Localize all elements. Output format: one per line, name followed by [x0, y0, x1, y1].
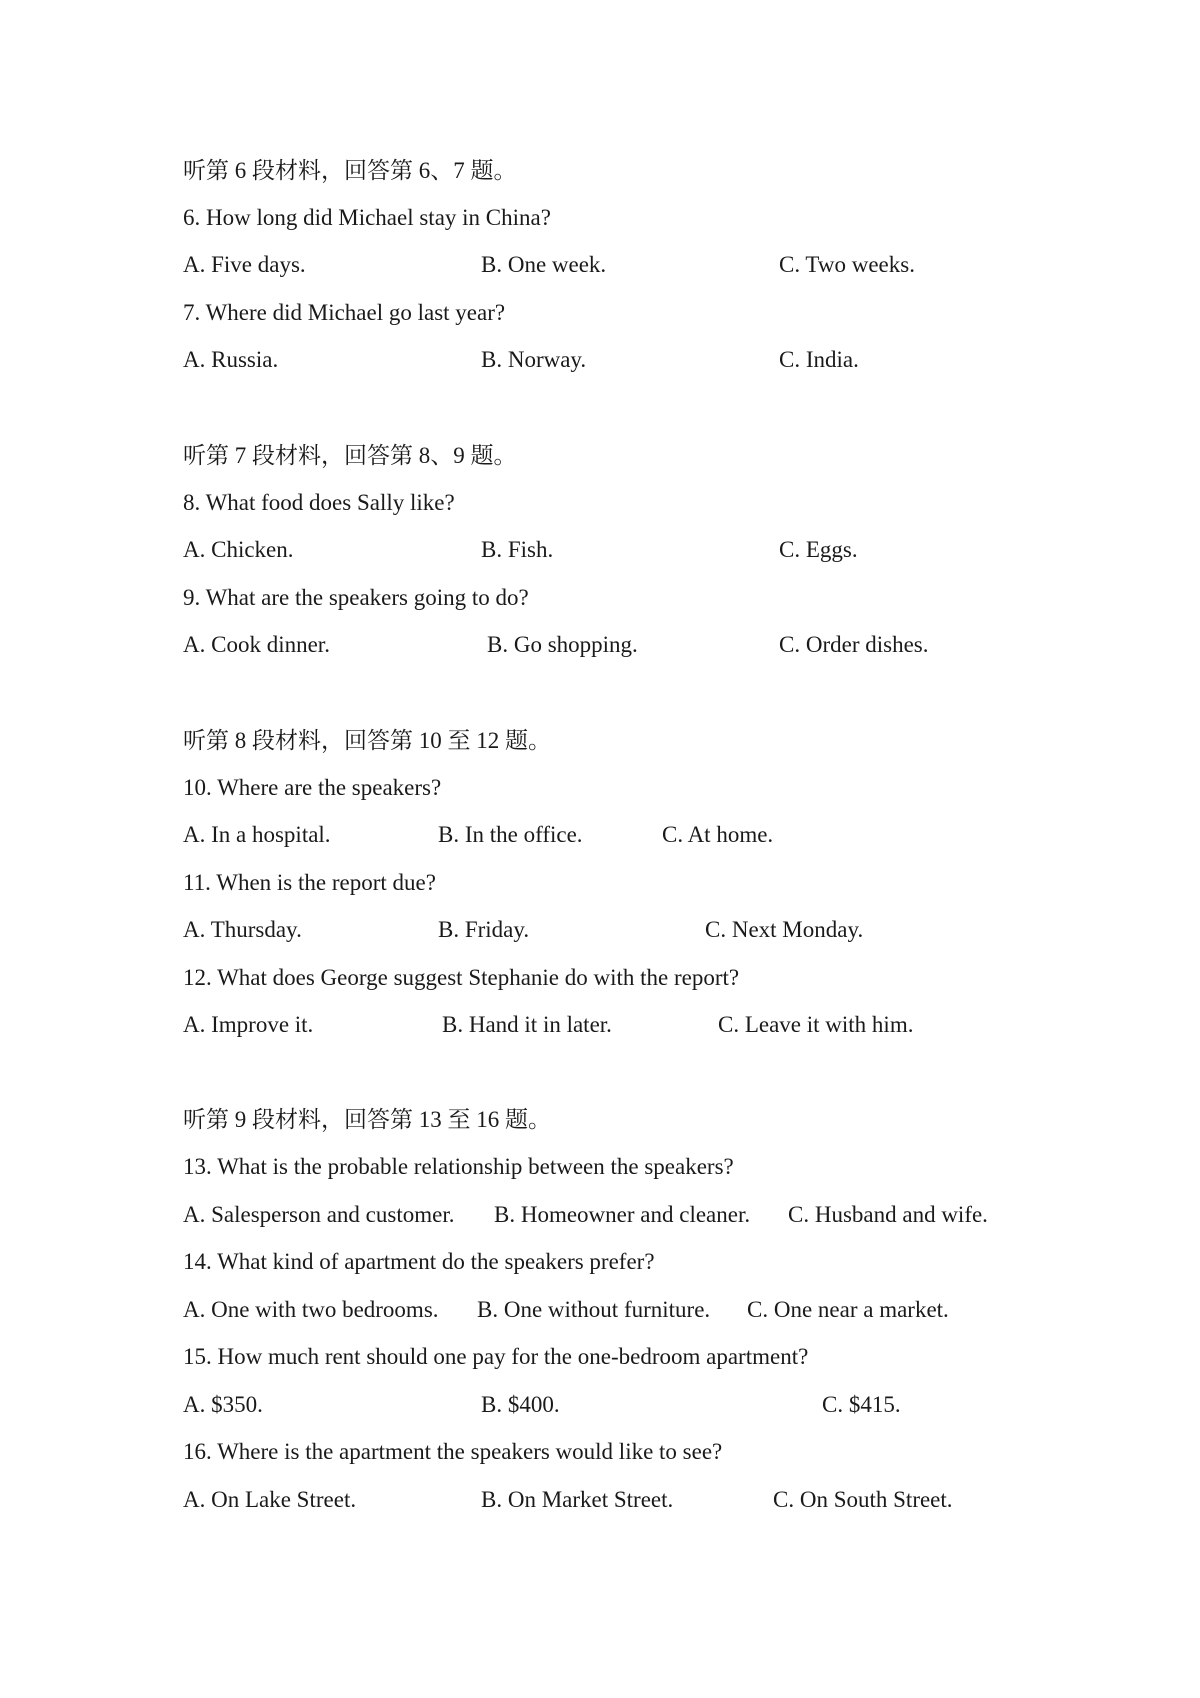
option-7b: B. Norway.	[481, 347, 587, 372]
option-14c: C. One near a market.	[747, 1297, 949, 1322]
question-9: 9. What are the speakers going to do?	[183, 585, 529, 610]
section-header-4: 听第 9 段材料，回答第 13 至 16 题。	[183, 1107, 551, 1132]
option-12c: C. Leave it with him.	[718, 1012, 914, 1037]
option-16c: C. On South Street.	[773, 1487, 953, 1512]
section-header-2: 听第 7 段材料，回答第 8、9 题。	[183, 443, 517, 468]
option-11a: A. Thursday.	[183, 917, 302, 942]
option-15a: A. $350.	[183, 1392, 263, 1417]
section-header-3: 听第 8 段材料，回答第 10 至 12 题。	[183, 728, 551, 753]
option-8a: A. Chicken.	[183, 537, 294, 562]
option-13b: B. Homeowner and cleaner.	[494, 1202, 751, 1227]
option-7a: A. Russia.	[183, 347, 279, 372]
option-16b: B. On Market Street.	[481, 1487, 674, 1512]
option-6b: B. One week.	[481, 252, 607, 277]
question-13: 13. What is the probable relationship between the speakers?	[183, 1154, 734, 1179]
question-10: 10. Where are the speakers?	[183, 775, 442, 800]
option-6c: C. Two weeks.	[779, 252, 915, 277]
option-14b: B. One without furniture.	[477, 1297, 711, 1322]
option-11b: B. Friday.	[438, 917, 530, 942]
question-11: 11. When is the report due?	[183, 870, 436, 895]
question-7: 7. Where did Michael go last year?	[183, 300, 506, 325]
option-8c: C. Eggs.	[779, 537, 858, 562]
option-9c: C. Order dishes.	[779, 632, 929, 657]
option-9b: B. Go shopping.	[487, 632, 638, 657]
section-header-1: 听第 6 段材料，回答第 6、7 题。	[183, 158, 517, 183]
option-14a: A. One with two bedrooms.	[183, 1297, 439, 1322]
option-11c: C. Next Monday.	[705, 917, 864, 942]
option-15c: C. $415.	[822, 1392, 901, 1417]
option-13a: A. Salesperson and customer.	[183, 1202, 455, 1227]
question-8: 8. What food does Sally like?	[183, 490, 455, 515]
option-6a: A. Five days.	[183, 252, 306, 277]
question-6: 6. How long did Michael stay in China?	[183, 205, 551, 230]
option-10a: A. In a hospital.	[183, 822, 331, 847]
question-15: 15. How much rent should one pay for the one-bedroom apartment?	[183, 1344, 809, 1369]
option-7c: C. India.	[779, 347, 859, 372]
option-10b: B. In the office.	[438, 822, 583, 847]
option-15b: B. $400.	[481, 1392, 560, 1417]
option-10c: C. At home.	[662, 822, 774, 847]
question-16: 16. Where is the apartment the speakers would like to see?	[183, 1439, 723, 1464]
option-9a: A. Cook dinner.	[183, 632, 330, 657]
question-12: 12. What does George suggest Stephanie do with the report?	[183, 965, 740, 990]
option-8b: B. Fish.	[481, 537, 554, 562]
option-12a: A. Improve it.	[183, 1012, 314, 1037]
option-13c: C. Husband and wife.	[788, 1202, 988, 1227]
option-12b: B. Hand it in later.	[442, 1012, 612, 1037]
question-14: 14. What kind of apartment do the speakers prefer?	[183, 1249, 655, 1274]
option-16a: A. On Lake Street.	[183, 1487, 357, 1512]
